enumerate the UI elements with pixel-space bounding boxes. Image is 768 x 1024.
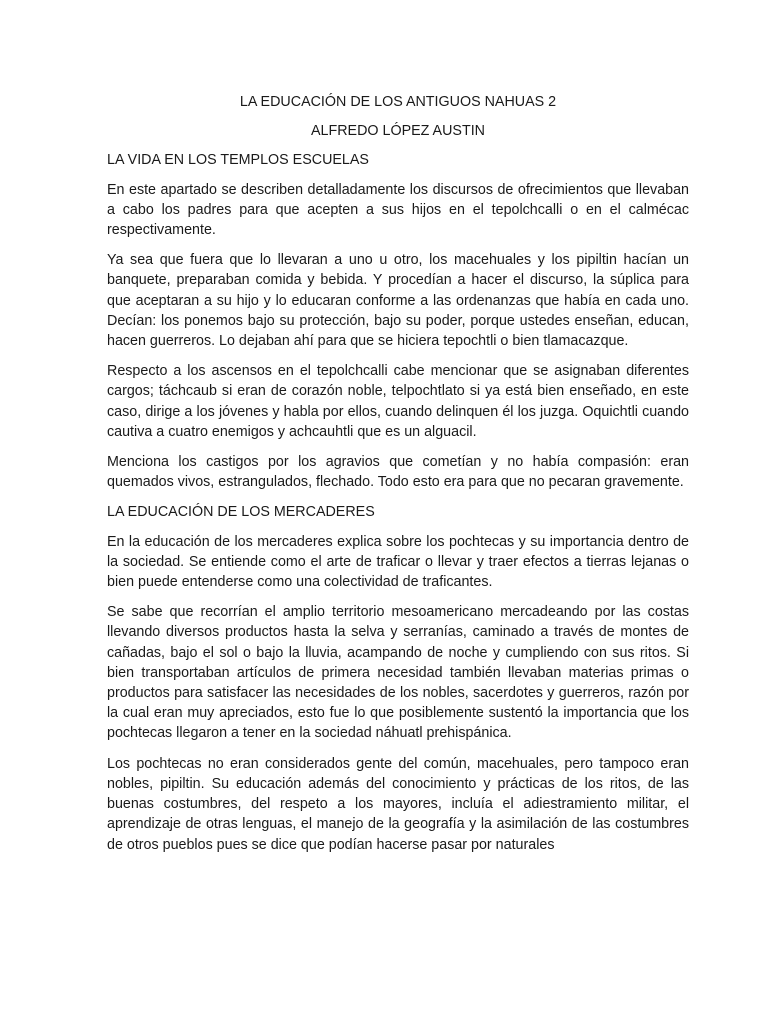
- section-heading-mercaderes: LA EDUCACIÓN DE LOS MERCADERES: [107, 504, 375, 521]
- section-heading-templos: LA VIDA EN LOS TEMPLOS ESCUELAS: [107, 152, 369, 169]
- paragraph: En este apartado se describen detalladamente los discursos de ofrecimientos que llevaban a cabo los padres para que acepten a sus hijos en el tepolchcalli o en el calmécac respectivamente.: [107, 181, 689, 239]
- paragraph: Ya sea que fuera que lo llevaran a uno u otro, los macehuales y los pipiltin hacían un banquete, preparaban comida y bebida. Y procedían a hacer el discurso, la súplica para que aceptaran a su hijo y lo educaran conforme a las ordenanzas que había en cada uno. Decían: los ponemos bajo su protección, bajo su poder, porque ustedes enseñan, educan, hacen guerreros. Lo dejaban ahí para que se hiciera tepochtli o bien tlamacazque.: [107, 252, 689, 350]
- document-page: [107, 92, 689, 865]
- paragraph: Respecto a los ascensos en el tepolchcalli cabe mencionar que se asignaban diferentes cargos; táchcaub si eran de corazón noble, telpochtlato si ya está bien enseñado, en este caso, dirige a los jóvenes y habla por ellos, cuando delinquen él los juzga. Oquichtli cuando cautiva a cuatro enemigos y achcauhtli que es un alguacil.: [107, 363, 689, 440]
- paragraph: En la educación de los mercaderes explica sobre los pochtecas y su importancia dentro de la sociedad. Se entiende como el arte de traficar o llevar y traer efectos a tierras lejanas o bien puede entenderse como una colectividad de traficantes.: [107, 533, 689, 591]
- paragraph: Los pochtecas no eran considerados gente del común, macehuales, pero tampoco eran nobles, pipiltin. Su educación además del conocimiento y prácticas de los ritos, de las buenas costumbres, del respeto a los mayores, incluía el adiestramiento militar, el aprendizaje de otras lenguas, el manejo de la geografía y la asimilación de las costumbres de otros pueblos pues se dice que podían hacerse pasar por naturales: [107, 755, 689, 853]
- paragraph: Menciona los castigos por los agravios que cometían y no había compasión: eran quemados vivos, estrangulados, flechado. Todo esto era para que no pecaran gravemente.: [107, 454, 689, 491]
- document-title: LA EDUCACIÓN DE LOS ANTIGUOS NAHUAS 2: [239, 94, 557, 110]
- paragraph: Se sabe que recorrían el amplio territorio mesoamericano mercadeando por las costas llevando diversos productos hasta la selva y serranías, caminado a través de montes de cañadas, bajo el sol o bajo la lluvia, acampando de noche y cumpliendo con sus ritos. Si bien transportaban artículos de primera necesidad también llevaban materias primas o productos para satisfacer las necesidades de los nobles, sacerdotes y guerreros, razón por la cual eran muy apreciados, esto fue lo que posiblemente sustentó la importancia que los pochtecas llegaron a tener en la sociedad náhuatl prehispánica.: [107, 604, 689, 742]
- document-author: ALFREDO LÓPEZ AUSTIN: [311, 123, 485, 140]
